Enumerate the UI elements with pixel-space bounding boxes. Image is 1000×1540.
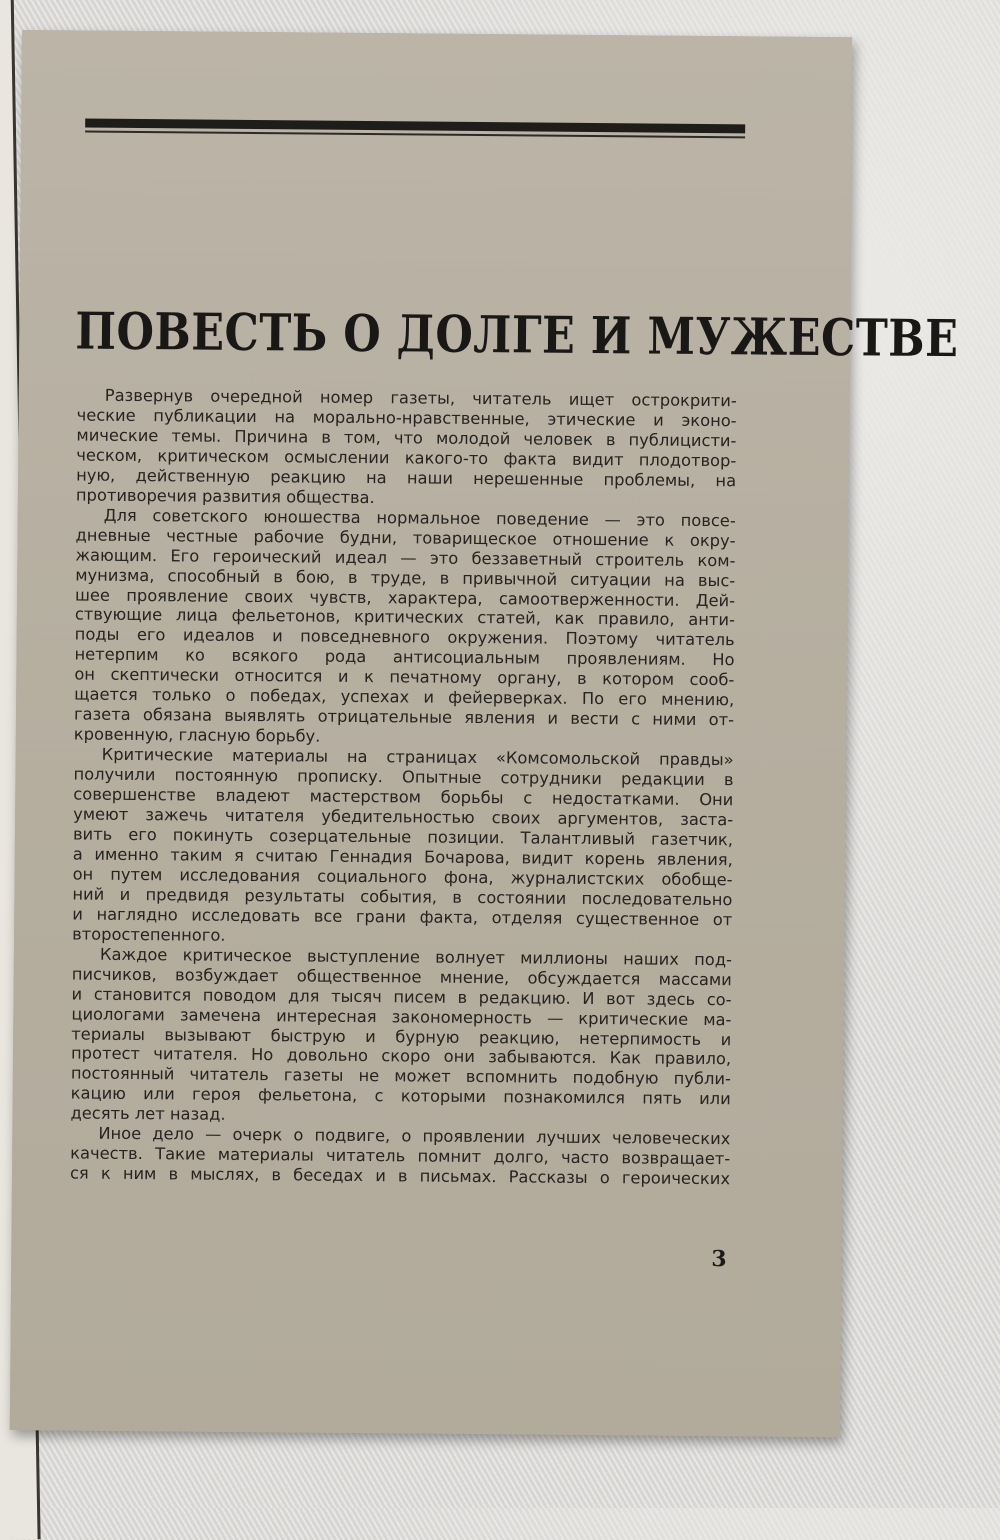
text-line: щается только о победах, успехах и фейерверках. По его мнению, bbox=[74, 684, 735, 710]
text-line: Для советского юношества нормальное поведение — это повсе- bbox=[103, 505, 736, 530]
text-line: мунизма, способный в бою, в труде, в привычной ситуации на выс- bbox=[75, 565, 736, 590]
page-number: 3 bbox=[711, 1246, 727, 1273]
text-line: шее проявление своих чувств, характера, самоотверженности. Дей- bbox=[74, 585, 736, 610]
text-line: он скептически относится и к печатному органу, в котором сооб- bbox=[74, 664, 735, 690]
text-line: он путем исследования социального фона, журналистских обобще- bbox=[72, 864, 733, 890]
text-line: ческом, критическом осмыслении какого-то факта видит плодотвор- bbox=[76, 445, 737, 471]
text-line: кацию или героя фельетона, с которыми познакомился пять или bbox=[70, 1083, 731, 1109]
article-title: ПОВЕСТЬ О ДОЛГЕ И МУЖЕСТВЕ bbox=[75, 302, 959, 370]
text-line: ческие публикации на морально-нравственные, этические и эконо- bbox=[76, 405, 737, 431]
text-line: второстепенного. bbox=[72, 924, 226, 945]
text-line: а именно таким я считаю Геннадия Бочарова, видит корень явления, bbox=[72, 844, 733, 870]
article-body bbox=[70, 385, 737, 1189]
text-line: постоянный читатель газеты не может вспомнить подобную публи- bbox=[70, 1063, 731, 1089]
text-line: и наглядно исследовать все грани факта, отделяя существенное от bbox=[72, 904, 733, 930]
text-line: поды его идеалов и повседневного окружения. Поэтому читатель bbox=[74, 624, 735, 650]
text-line: мические темы. Причина в том, что молодой человек в публицисти- bbox=[76, 425, 737, 451]
text-line: вить его покинуть созерцательные позиции. Талантливый газетчик, bbox=[72, 824, 734, 850]
text-line: жающим. Его героический идеал — это беззаветный строитель ком- bbox=[75, 545, 736, 570]
text-line: ствующие лица фельетонов, критических статей, как правило, анти- bbox=[74, 604, 735, 630]
text-line: нетерпим ко всякого рода антисоциальным проявлениям. Но bbox=[74, 644, 735, 670]
text-line: дневные честные рабочие будни, товарищеское отношение к окру- bbox=[75, 525, 736, 550]
text-line: протест читателя. Но довольно скоро они забываются. Как правило, bbox=[70, 1043, 732, 1069]
text-line: Критические материалы на страницах «Комсомольской правды» bbox=[101, 744, 734, 770]
text-line: десять лет назад. bbox=[70, 1103, 226, 1125]
text-line: циологами замечена интересная закономерность — критические ма- bbox=[71, 1004, 732, 1029]
text-line: Развернув очередной номер газеты, читатель ищет острокрити- bbox=[104, 385, 737, 411]
text-line: ную, действенную реакцию на наши нерешенные проблемы, на bbox=[76, 465, 737, 491]
text-line: писчиков, возбуждает общественное мнение, обсуждается массами bbox=[71, 964, 732, 989]
text-line: получили постоянную прописку. Опытные сотрудники редакции в bbox=[73, 764, 734, 790]
text-line: умеют зажечь читателя убедительностью своих аргументов, заста- bbox=[73, 804, 734, 830]
text-line: совершенстве владеют мастерством борьбы с недостатками. Они bbox=[73, 784, 734, 810]
text-line: газета обязана выявлять отрицательные явления и вести с ними от- bbox=[73, 704, 735, 730]
text-line: Иное дело — очерк о подвиге, о проявлении лучших человеческих bbox=[98, 1123, 731, 1149]
text-line: качеств. Такие материалы читатель помнит долго, часто возвращает- bbox=[70, 1143, 731, 1169]
text-line: кровенную, гласную борьбу. bbox=[73, 724, 321, 746]
book-page bbox=[10, 30, 959, 1437]
text-line: и становится поводом для тысяч писем в редакцию. И вот здесь со- bbox=[71, 984, 732, 1009]
text-line: ний и предвидя результаты события, в состоянии последовательно bbox=[72, 884, 733, 910]
text-line: териалы вызывают быструю и бурную реакцию, нетерпимость и bbox=[71, 1023, 732, 1049]
text-line: ся к ним в мыслях, в беседах и в письмах. Рассказы о героических bbox=[69, 1163, 731, 1189]
text-line: Каждое критическое выступление волнует миллионы наших под- bbox=[99, 944, 732, 969]
text-line: противоречия развития общества. bbox=[75, 485, 375, 507]
